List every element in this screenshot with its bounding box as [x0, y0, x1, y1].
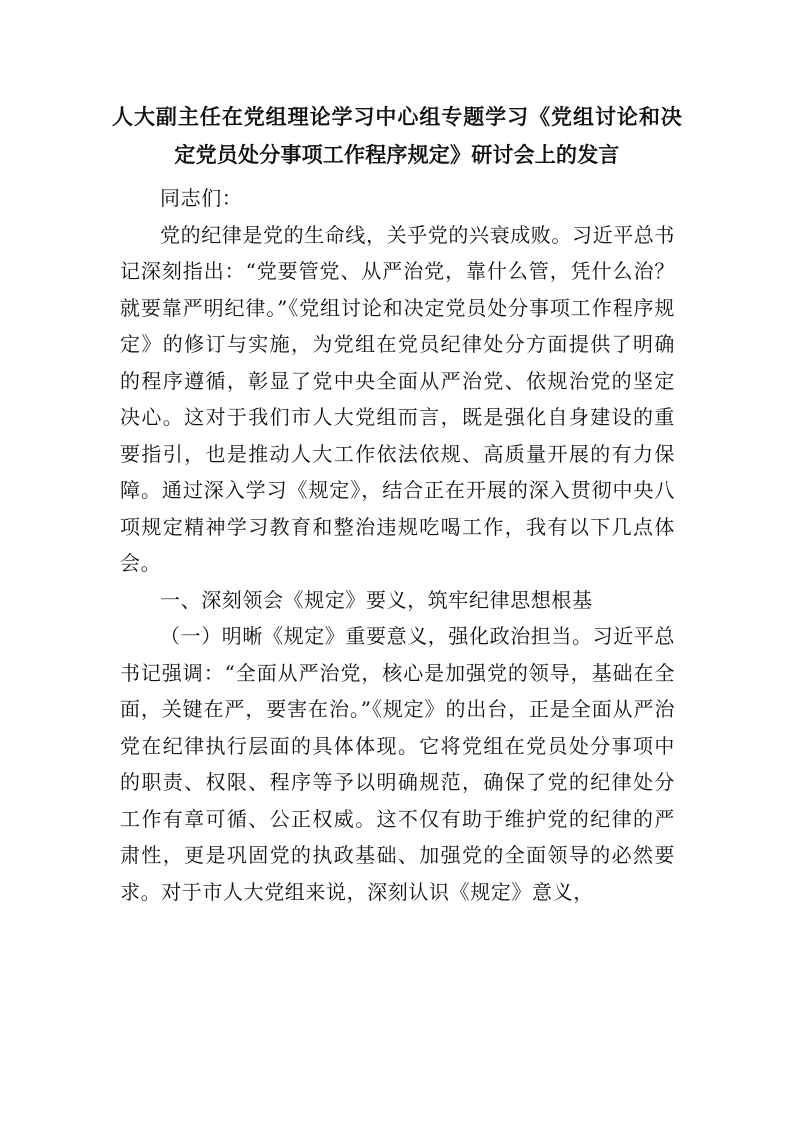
body-paragraph: 党的纪律是党的生命线，关乎党的兴衰成败。习近平总书记深刻指出：“党要管党、从严治党，靠什么管，凭什么治？就要靠严明纪律。”《党组讨论和决定党员处分事项工作程序规定》的修订与实施，为党组在党员纪律处分方面提供了明确的程序遵循，彰显了党中央全面从严治党、依规治党的坚定决心。这对于我们市人大党组而言，既是强化自身建设的重要指引，也是推动人大工作依法依规、高质量开展的有力保障。通过深入学习《规定》，结合正在开展的深入贯彻中央八项规定精神学习教育和整治违规吃喝工作，我有以下几点体会。 — [120, 222, 675, 575]
salutation: 同志们： — [160, 186, 243, 210]
subsection-paragraph: （一）明晰《规定》重要意义，强化政治担当。习近平总书记强调：“全面从严治党，核心是加强党的领导，基础在全面，关键在严，要害在治。”《规定》的出台，正是全面从严治党在纪律执行层面的具体体现。它将党组在党员处分事项中的职责、权限、程序等予以明确规范，确保了党的纪律处分工作有章可循、公正权威。这不仅有助于维护党的纪律的严肃性，更是巩固党的执政基础、加强党的全面领导的必然要求。对于市人大党组来说，深刻认识《规定》意义， — [120, 624, 675, 904]
document-body — [120, 180, 675, 910]
section-heading: 一、深刻领会《规定》要义，筑牢纪律思想根基 — [160, 587, 593, 612]
document-title: 人大副主任在党组理论学习中心组专题学习《党组讨论和决定党员处分事项工作程序规定》研讨会上的发言 — [112, 104, 682, 167]
